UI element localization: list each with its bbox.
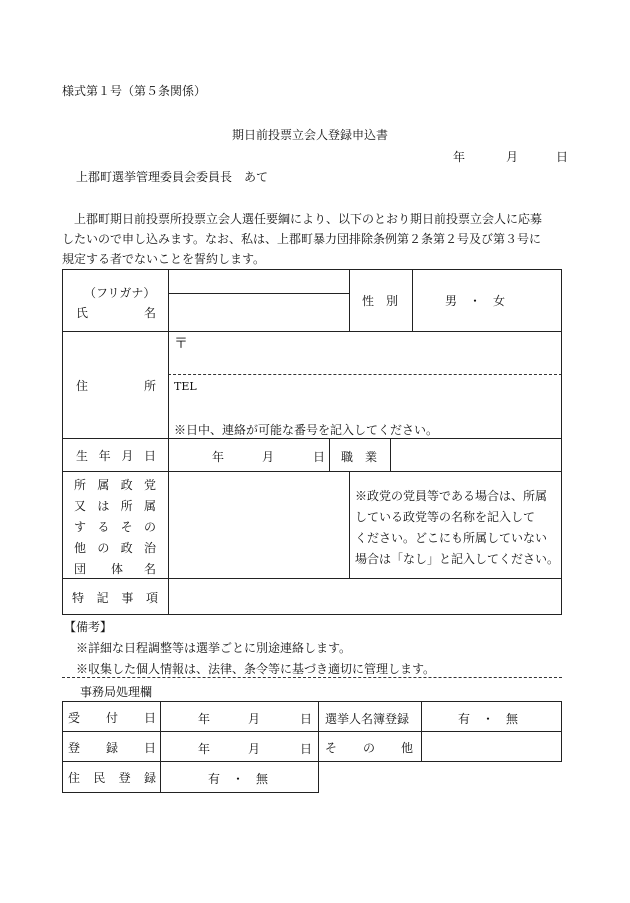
- received-month: 月: [248, 712, 261, 726]
- birth-year-label: 年: [212, 450, 225, 464]
- resident-registration-label: 住 民 登 録: [68, 770, 156, 785]
- gender-options[interactable]: 男 ・ 女: [445, 294, 506, 308]
- intro-line-2: したいので申し込みます。なお、私は、上郡町暴力団排除条例第２条第２号及び第３号に: [62, 232, 542, 246]
- cut-line: [62, 677, 562, 678]
- occupation-label: 職 業: [341, 450, 378, 464]
- address-field[interactable]: [190, 333, 560, 373]
- address-label: 住 所: [76, 378, 156, 393]
- party-field[interactable]: [169, 472, 349, 578]
- intro-line-1: 上郡町期日前投票所投票立会人選任要綱により、以下のとおり期日前投票立会人に応募: [74, 212, 543, 226]
- remarks-heading: 【備考】: [64, 620, 113, 634]
- registered-day: 日: [300, 742, 313, 756]
- tel-field[interactable]: [200, 376, 560, 412]
- received-year: 年: [198, 712, 211, 726]
- name-label: 氏 名: [76, 305, 156, 320]
- tel-note: ※日中、連絡が可能な番号を記入してください。: [174, 423, 439, 437]
- form-number: 様式第１号（第５条関係）: [62, 84, 207, 98]
- birthdate-label: 生 年 月 日: [76, 448, 156, 463]
- received-date-label: 受 付 日: [68, 710, 156, 725]
- occupation-field[interactable]: [391, 439, 561, 471]
- remarks-note-2: ※収集した個人情報は、法律、条令等に基づき適切に管理します。: [76, 662, 436, 676]
- addressee: 上郡町選挙管理委員会委員長 あて: [76, 170, 269, 184]
- registered-month: 月: [248, 742, 261, 756]
- tel-label: TEL: [174, 380, 197, 393]
- registered-date-label: 登 録 日: [68, 740, 156, 755]
- received-day: 日: [300, 712, 313, 726]
- birth-day-label: 日: [313, 450, 326, 464]
- date-year-label: 年: [453, 150, 466, 164]
- registered-year: 年: [198, 742, 211, 756]
- furigana-label: （フリガナ）: [84, 286, 156, 300]
- date-month-label: 月: [506, 150, 519, 164]
- voter-list-options[interactable]: 有 ・ 無: [458, 712, 519, 726]
- name-field[interactable]: [169, 294, 349, 331]
- special-notes-label: 特 記 事 項: [72, 590, 158, 605]
- date-day-label: 日: [556, 150, 569, 164]
- postal-mark-icon: 〒: [174, 336, 188, 352]
- page-title: 期日前投票立会人登録申込書: [232, 128, 389, 142]
- intro-paragraph: [62, 209, 567, 269]
- remarks-note-1: ※詳細な日程調整等は選挙ごとに別途連絡します。: [76, 641, 352, 655]
- party-note: ※政党の党員等である場合は、所属 している政党等の名称を記入して ください。どこにも所属していない 場合は「なし」と記入してください。: [355, 489, 560, 566]
- voter-list-label: 選挙人名簿登録: [325, 712, 410, 726]
- furigana-field[interactable]: [169, 270, 349, 293]
- resident-registration-options[interactable]: 有 ・ 無: [208, 772, 269, 786]
- other-label: そ の 他: [325, 740, 413, 755]
- office-heading: 事務局処理欄: [80, 685, 153, 699]
- special-notes-field[interactable]: [169, 579, 561, 614]
- birth-month-label: 月: [262, 450, 275, 464]
- other-field[interactable]: [422, 732, 561, 761]
- party-label: 所 属 政 党 又 は 所 属 す る そ の 他 の 政 治 団 体 名: [74, 478, 156, 576]
- intro-line-3: 規定する者でないことを誓約します。: [62, 252, 266, 266]
- gender-label: 性 別: [362, 294, 399, 308]
